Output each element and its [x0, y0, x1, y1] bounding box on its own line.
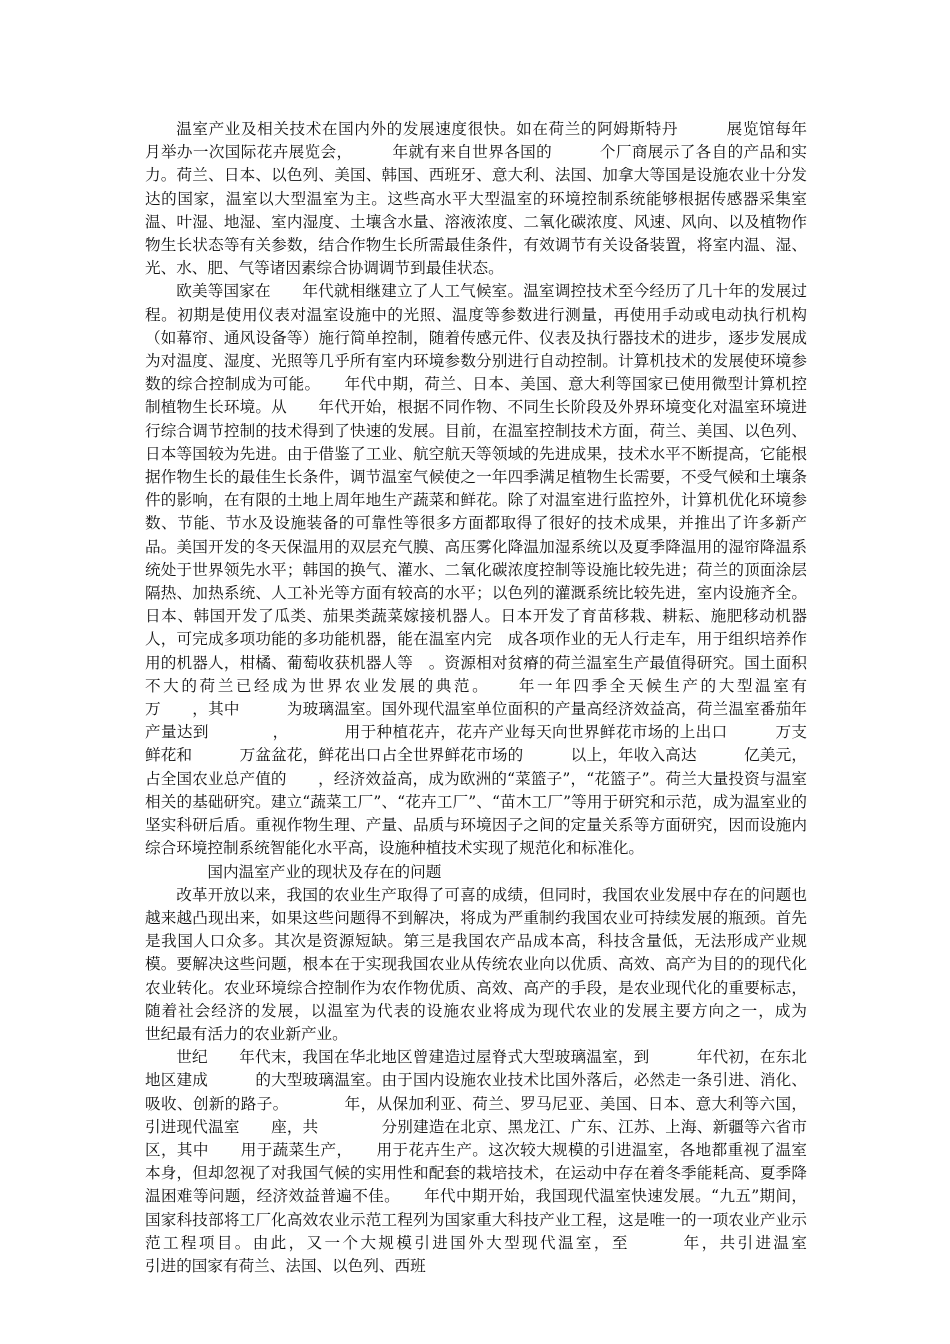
document-page — [145, 118, 885, 1278]
paragraph-international-development: 温室产业及相关技术在国内外的发展速度很快。如在荷兰的阿姆斯特丹 展览馆每年 月举办一次国际花卉展览会， 年就有来自世界各国的 个厂商展示了各自的产品和实力。荷兰、日本、以色列、美国、韩国、西班牙、意大利、法国、加拿大等国是设施农业十分发达的国家，温室以大型温室为主。这些高水平大型温室的环境控制系统能够根据传感器采集室温、叶湿、地湿、室内湿度、土壤含水量、溶液浓度、二氧化碳浓度、风速、风向、以及植物作物生长状态等有关参数，结合作物生长所需最佳条件，有效调节有关设备装置，将室内温、湿、光、水、肥、气等诸因素综合协调调节到最佳状态。 — [145, 120, 839, 278]
paragraph-domestic-agriculture: 改革开放以来，我国的农业生产取得了可喜的成绩，但同时，我国农业发展中存在的问题也越来越凸现出来，如果这些问题得不到解决，将成为严重制约我国农业可持续发展的瓶颈。首先是我国人口众多。其次是资源短缺。第三是我国农产品成本高，科技含量低，无法形成产业规模。要解决这些问题，根本在于实现我国农业从传统农业向以优质、高效、高产为目的的现代化农业转化。农业环境综合控制作为农作物优质、高效、高产的手段，是农业现代化的重要标志，随着社会经济的发展，以温室为代表的设施农业将成为现代农业的发展主要方向之一，成为 世纪最有活力的农业新产业。 — [145, 885, 839, 1043]
paragraph-domestic-greenhouse-history: 世纪 年代末，我国在华北地区曾建造过屋脊式大型玻璃温室，到 年代初，在东北地区建成 的大型玻璃温室。由于国内设施农业技术比国外落后，必然走一条引进、消化、吸收、创新的路子。 年，从保加利亚、荷兰、罗马尼亚、美国、日本、意大利等六国，引进现代温室 座，共 分别建造在北京、黑龙江、广东、江苏、上海、新疆等六省市区，其中 用于蔬菜生产， 用于花卉生产。这次较大规模的引进温室，各地都重视了温室本身，但却忽视了对我国气候的实用性和配套的栽培技术，在运动中存在着冬季能耗高、夏季降温困难等问题，经济效益普遍不佳。 年代中期开始，我国现代温室快速发展。“九五”期间，国家科技部将工厂化高效农业示范工程列为国家重大科技产业工程，这是唯一的一项农业产业示范工程项目。由此，又一个大规模引进国外大型现代温室，至 年，共引进温室 引进的国家有荷兰、法国、以色列、西班 — [145, 1048, 885, 1275]
paragraph-western-climate-rooms: 欧美等国家在 年代就相继建立了人工气候室。温室调控技术至今经历了几十年的发展过程。初期是使用仪表对温室设施中的光照、温度等参数进行测量，再使用手动或电动执行机构（如幕帘、通风设备等）施行简单控制，随着传感元件、仪表及执行器技术的进步，逐步发展成为对温度、湿度、光照等几乎所有室内环境参数分别进行自动控制。计算机技术的发展使环境参数的综合控制成为可能。 年代中期，荷兰、日本、美国、意大利等国家已使用微型计算机控制植物生长环境。从 年代开始，根据不同作物、不同生长阶段及外界环境变化对温室环境进行综合调节控制的技术得到了快速的发展。目前，在温室控制技术方面，荷兰、美国、以色列、日本等国较为先进。由于借鉴了工业、航空航天等领域的先进成果，技术水平不断提高，它能根据作物生长的最佳生长条件，调节温室气候使之一年四季满足植物生长需要，不受气候和土壤条件的影响，在有限的土地上周年地生产蔬菜和鲜花。除了对温室进行监控外，计算机优化环境参数、节能、节水及设施装备的可靠性等很多方面都取得了很好的技术成果，并推出了许多新产品。美国开发的冬天保温用的双层充气膜、高压雾化降温加湿系统以及夏季降温用的湿帘降温系统处于世界领先水平；韩国的换气、灌水、二氧化碳浓度控制等设施比较先进；荷兰的顶面涂层隔热、加热系统、人工补光等方面有较高的水平；以色列的灌溉系统比较先进，室内设施齐全。日本、韩国开发了瓜类、茄果类蔬菜嫁接机器人。日本开发了育苗移栽、耕耘、施肥移动机器人，可完成多项功能的多功能机器，能在温室内完 成各项作业的无人行走车，用于组织培养作用的机器人，柑橘、葡萄收获机器人等 。资源相对贫瘠的荷兰温室生产最值得研究。国土面积不大的荷兰已经成为世界农业发展的典范。 年一年四季全天候生产的大型温室有 万 ，其中 为玻璃温室。国外现代温室单位面积的产量高经济效益高，荷兰温室番茄年产量达到 ， 用于种植花卉，花卉产业每天向世界鲜花市场的上出口 万支鲜花和 万盆盆花，鲜花出口占全世界鲜花市场的 以上，年收入高达 亿美元，占全国农业总产值的 ，经济效益高，成为欧洲的“菜篮子”，“花篮子”。荷兰大量投资与温室相关的基础研究。建立“蔬菜工厂”、“花卉工厂”、“苗木工厂”等用于研究和示范，成为温室业的坚实科研后盾。重视作物生理、产量、品质与环境因子之间的定量关系等方面研究，因而设施内综合环境控制系统智能化水平高，设施种植技术实现了规范化和标准化。 — [145, 282, 839, 858]
section-heading: 国内温室产业的现状及存在的问题 — [207, 862, 442, 881]
